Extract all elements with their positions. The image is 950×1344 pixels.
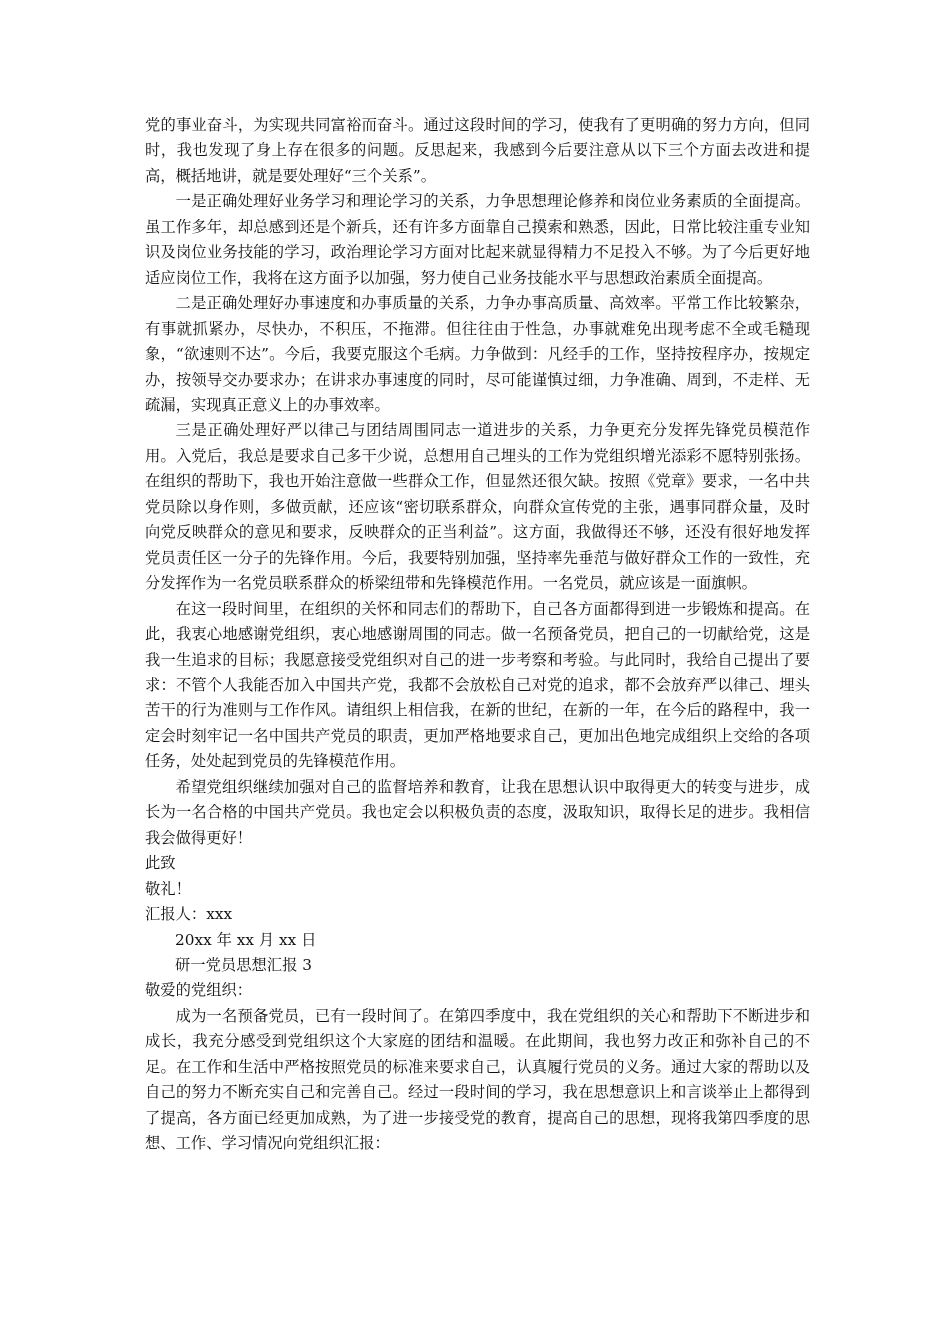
paragraph-intro-continuation: 党的事业奋斗，为实现共同富裕而奋斗。通过这段时间的学习，使我有了更明确的努力方向，但同时，我也发现了身上存在很多的问题。反思起来，我感到今后要注意从以下三个方面去改进和提高，概括地讲，就是要处理好“三个关系”。 [145, 116, 810, 185]
paragraph-relation-two: 二是正确处理好办事速度和办事质量的关系，力争办事高质量、高效率。平常工作比较繁杂，有事就抓紧办，尽快办，不积压，不拖滞。但往往由于性急，办事就难免出现考虑不全或毛糙现象，“欲速则不达”。今后，我要克服这个毛病。力争做到：凡经手的工作，坚持按程序办，按规定办，按领导交办要求办；在讲求办事速度的同时，尽可能谨慎过细，力争准确、周到，不走样、无疏漏，实现真正意义上的办事效率。 [145, 294, 810, 414]
paragraph-gratitude: 在这一段时间里，在组织的关怀和同志们的帮助下，自己各方面都得到进一步锻炼和提高。在此，我衷心地感谢党组织，衷心地感谢周围的同志。做一名预备党员，把自己的一切献给党，这是我一生追求的目标；我愿意接受党组织对自己的进一步考察和考验。与此同时，我给自己提出了要求：不管个人我能否加入中国共产党，我都不会放松自己对党的追求，都不会放弃严以律己、埋头苦干的行为准则与工作作风。请组织上相信我，在新的世纪，在新的一年，在今后的路程中，我一定会时刻牢记一名中国共产党员的职责，更加严格地要求自己，更加出色地完成组织上交给的各项任务，处处起到党员的先锋模范作用。 [145, 599, 810, 771]
paragraph-relation-one: 一是正确处理好业务学习和理论学习的关系，力争思想理论修养和岗位业务素质的全面提高。虽工作多年，却总感到还是个新兵，还有许多方面靠自己摸索和熟悉，因此，日常比较注重专业知识及岗位业务技能的学习，政治理论学习方面对比起来就显得精力不足投入不够。为了今后更好地适应岗位工作，我将在这方面予以加强，努力使自己业务技能水平与思想政治素质全面提高。 [145, 192, 810, 287]
reporter-signature: 汇报人：xxx [145, 905, 233, 924]
report-date: 20xx 年 xx 月 xx 日 [175, 930, 317, 949]
closing-salutation: 此致 [145, 854, 176, 873]
closing-respect: 敬礼！ [145, 879, 191, 898]
paragraph-relation-three: 三是正确处理好严以律己与团结周围同志一道进步的关系，力争更充分发挥先锋党员模范作用。入党后，我总是要求自己多干少说，总想用自己埋头的工作为党组织增光添彩不愿特别张扬。在组织的帮助下，我也开始注意做一些群众工作，但显然还很欠缺。按照《党章》要求，一名中共党员除以身作则，多做贡献，还应该“密切联系群众，向群众宣传党的主张，遇事同群众量，及时向党反映群众的意见和要求，反映群众的正当利益”。这方面，我做得还不够，还没有很好地发挥党员责任区一分子的先锋作用。今后，我要特别加强，坚持率先垂范与做好群众工作的一致性，充分发挥作为一名党员联系群众的桥梁纽带和先锋模范作用。一名党员，就应该是一面旗帜。 [145, 421, 810, 593]
paragraph-hope: 希望党组织继续加强对自己的监督培养和教育，让我在思想认识中取得更大的转变与进步，成长为一名合格的中国共产党员。我也定会以积极负责的态度，汲取知识，取得长足的进步。我相信我会做得更好！ [145, 777, 810, 847]
paragraph-report-opening: 成为一名预备党员，已有一段时间了。在第四季度中，我在党组织的关心和帮助下不断进步和成长，我充分感受到党组织这个大家庭的团结和温暖。在此期间，我也努力改正和弥补自己的不足。在工作和生活中严格按照党员的标准来要求自己，认真履行党员的义务。通过大家的帮助以及自己的努力不断充实自己和完善自己。经过一段时间的学习，我在思想意识上和言谈举止上都得到了提高，各方面已经更加成熟，为了进一步接受党的教育，提高自己的思想，现将我第四季度的思想、工作、学习情况向党组织汇报： [145, 1006, 810, 1153]
greeting: 敬爱的党组织： [145, 981, 253, 1000]
section-title: 研一党员思想汇报 3 [175, 955, 312, 974]
document-body [145, 113, 810, 1157]
